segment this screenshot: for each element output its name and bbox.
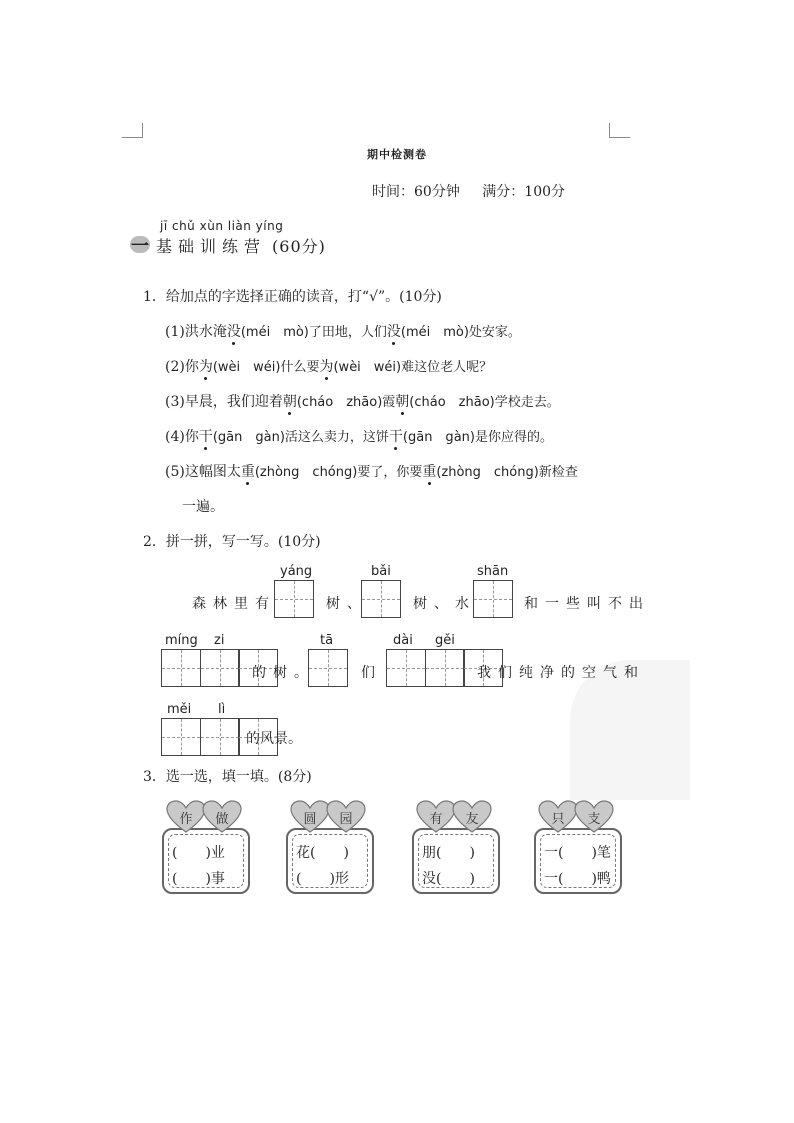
writing-grid-shan[interactable] bbox=[473, 580, 513, 618]
q2-text-2: 树、 bbox=[326, 596, 368, 612]
pinyin-zi: zi bbox=[214, 633, 225, 648]
fill-line-2[interactable]: ( )形 bbox=[296, 871, 349, 887]
choice-frame bbox=[286, 828, 374, 894]
pinyin-mei: měi bbox=[167, 702, 192, 717]
fill-line-2[interactable]: ( )事 bbox=[172, 871, 225, 887]
q1-5-a: (5)这幅图太 bbox=[165, 464, 241, 480]
writing-grid-ta[interactable] bbox=[308, 649, 348, 687]
fill-line-2[interactable]: 没( ) bbox=[422, 871, 475, 887]
q1-continuation: 一遍。 bbox=[182, 499, 224, 515]
exam-meta bbox=[372, 181, 583, 201]
heart-option-1: 只 bbox=[538, 800, 578, 834]
heart-option-2: 做 bbox=[202, 800, 242, 834]
heart-option-2: 支 bbox=[574, 800, 614, 834]
q1-3-b: (cháo zhāo)霞 bbox=[296, 395, 396, 410]
q3-stem: 3．选一选，填一填。(8分) bbox=[143, 769, 312, 785]
q1-2-dotted-1: 为 bbox=[198, 359, 213, 375]
choice-frame bbox=[162, 828, 250, 894]
heart-options bbox=[538, 800, 618, 834]
q1-1-c: (méi mò)处安家。 bbox=[400, 325, 521, 340]
q2-text-4: 和一些叫不出 bbox=[524, 596, 650, 612]
q1-item-2 bbox=[165, 360, 492, 374]
full-score: 满分：100分 bbox=[482, 184, 566, 200]
q2-text-8: 的风景。 bbox=[246, 731, 302, 747]
q2-text-5: 的树。 bbox=[252, 665, 315, 681]
pinyin-ming: míng bbox=[165, 633, 198, 648]
fill-line-1[interactable]: 花( ) bbox=[296, 845, 349, 861]
writing-grid-yang[interactable] bbox=[274, 580, 314, 618]
section-number: 一 bbox=[131, 236, 149, 257]
choice-frame bbox=[534, 828, 622, 894]
heart-option-1: 有 bbox=[416, 800, 456, 834]
page-title: 期中检测卷 bbox=[367, 148, 427, 161]
section-title-text: 基础训练营 bbox=[156, 237, 267, 256]
crop-mark-left bbox=[122, 123, 143, 138]
heart-option-2: 园 bbox=[326, 800, 366, 834]
time-limit: 时间：60分钟 bbox=[372, 184, 460, 200]
q1-4-c: (gān gàn)是你应得的。 bbox=[402, 430, 553, 445]
q1-1-b: (méi mò)了田地，人们 bbox=[240, 325, 387, 340]
q1-3-c: (cháo zhāo)学校走去。 bbox=[409, 395, 560, 410]
heart-option-1: 作 bbox=[166, 800, 206, 834]
heart-options bbox=[416, 800, 496, 834]
q1-1-a: (1)洪水淹 bbox=[165, 324, 227, 340]
q1-5-dotted-2: 重 bbox=[422, 464, 437, 480]
q2-text-7: 我们纯净的空气和 bbox=[477, 665, 645, 681]
q2-text-6: 们 bbox=[361, 665, 382, 681]
fill-line-2[interactable]: 一( )鸭 bbox=[544, 871, 611, 887]
heart-option-2: 友 bbox=[452, 800, 492, 834]
pinyin-yang: yáng bbox=[280, 564, 313, 579]
q1-stem: 1．给加点的字选择正确的读音，打“√”。(10分) bbox=[143, 289, 442, 305]
q1-1-dotted-2: 没 bbox=[386, 324, 401, 340]
q2-text-1: 森林里有 bbox=[192, 596, 276, 612]
fill-line-1[interactable]: 朋( ) bbox=[422, 845, 475, 861]
q1-3-dotted-2: 朝 bbox=[395, 394, 410, 410]
heart-options bbox=[166, 800, 246, 834]
q1-item-4 bbox=[165, 430, 553, 444]
q1-2-dotted-2: 为 bbox=[319, 359, 334, 375]
q1-4-b: (gān gàn)活这么卖力，这饼 bbox=[212, 430, 389, 445]
choice-frame bbox=[412, 828, 500, 894]
crop-mark-right bbox=[609, 123, 630, 138]
q1-1-dotted-1: 没 bbox=[226, 324, 241, 340]
fill-line-1[interactable]: 一( )笔 bbox=[544, 845, 611, 861]
q1-2-a: (2)你 bbox=[165, 359, 199, 375]
q2-text-3: 树、水 bbox=[413, 596, 476, 612]
q1-item-5 bbox=[165, 465, 578, 479]
q1-4-dotted-1: 干 bbox=[198, 429, 213, 445]
q1-5-b: (zhòng chóng)要了，你要 bbox=[254, 465, 423, 480]
q1-4-a: (4)你 bbox=[165, 429, 199, 445]
q1-5-c: (zhòng chóng)新检查 bbox=[436, 465, 578, 480]
fill-line-1[interactable]: ( )业 bbox=[172, 845, 225, 861]
heart-option-1: 圆 bbox=[290, 800, 330, 834]
q1-3-a: (3)早晨，我们迎着 bbox=[165, 394, 283, 410]
q1-item-1 bbox=[165, 325, 521, 339]
q1-item-3 bbox=[165, 395, 560, 409]
pinyin-gei: gěi bbox=[435, 633, 455, 648]
writing-grid-bai[interactable] bbox=[361, 580, 401, 618]
pinyin-shan: shān bbox=[477, 564, 509, 579]
pinyin-bai: bǎi bbox=[371, 564, 391, 579]
pinyin-ta: tā bbox=[320, 633, 334, 648]
pinyin-dai: dài bbox=[393, 633, 413, 648]
q2-stem: 2．拼一拼，写一写。(10分) bbox=[143, 534, 321, 550]
section-pinyin: jī chǔ xùn liàn yíng bbox=[160, 219, 284, 233]
q1-3-dotted-1: 朝 bbox=[282, 394, 297, 410]
q1-5-dotted-1: 重 bbox=[240, 464, 255, 480]
pinyin-li: lì bbox=[218, 702, 226, 717]
q1-2-b: (wèi wéi)什么要 bbox=[212, 360, 320, 375]
q1-4-dotted-2: 干 bbox=[388, 429, 403, 445]
q1-2-c: (wèi wéi)难这位老人呢？ bbox=[333, 360, 493, 375]
heart-options bbox=[290, 800, 370, 834]
section-score: (60分) bbox=[272, 237, 326, 256]
section-title bbox=[156, 234, 326, 257]
